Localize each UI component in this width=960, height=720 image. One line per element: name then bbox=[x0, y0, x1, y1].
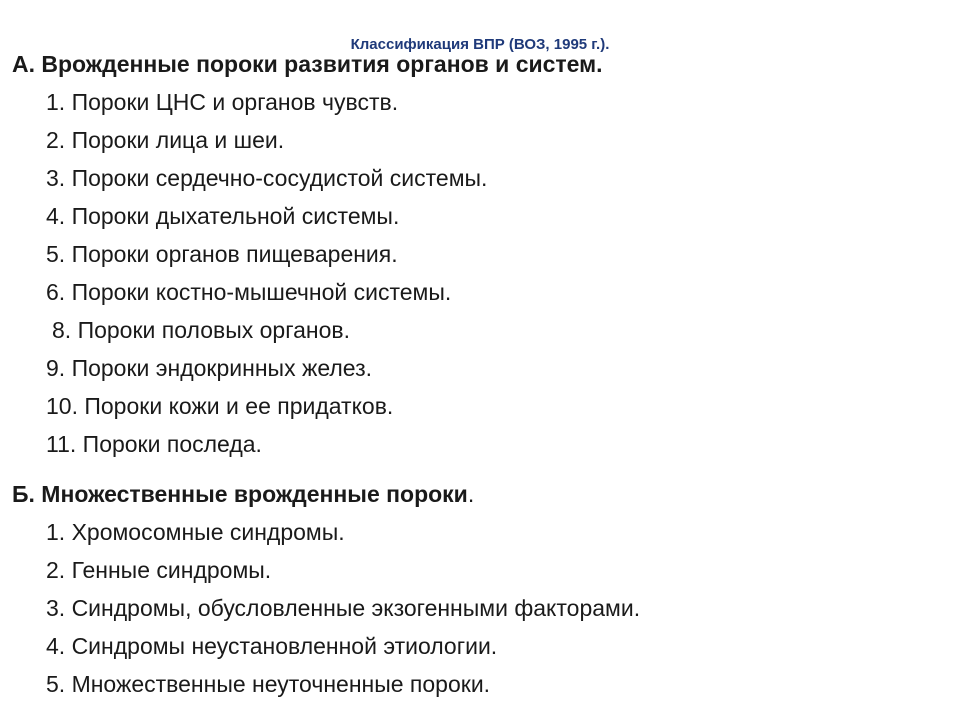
section-b bbox=[12, 475, 952, 703]
section-a bbox=[12, 45, 952, 463]
section-a-list bbox=[12, 83, 952, 463]
list-item: 9. Пороки эндокринных желез. bbox=[46, 355, 373, 381]
list-item: 1. Пороки ЦНС и органов чувств. bbox=[46, 89, 399, 115]
list-item: 2. Генные синдромы. bbox=[46, 557, 272, 583]
list-item: 11. Пороки последа. bbox=[46, 431, 262, 457]
list-item: 5. Множественные неуточненные пороки. bbox=[46, 671, 491, 697]
section-b-heading-text: Б. Множественные врожденные пороки bbox=[12, 481, 468, 507]
list-item: 8. Пороки половых органов. bbox=[52, 317, 350, 343]
list-item: 10. Пороки кожи и ее придатков. bbox=[46, 393, 394, 419]
section-a-heading-text: А. Врожденные пороки развития органов и систем. bbox=[12, 51, 603, 77]
list-item: 6. Пороки костно-мышечной системы. bbox=[46, 279, 452, 305]
section-b-list bbox=[12, 513, 952, 703]
section-b-heading bbox=[12, 475, 952, 513]
list-item: 4. Синдромы неустановленной этиологии. bbox=[46, 633, 498, 659]
list-item: 3. Пороки сердечно-сосудистой системы. bbox=[46, 165, 488, 191]
list-item: 3. Синдромы, обусловленные экзогенными факторами. bbox=[46, 595, 641, 621]
list-item: 2. Пороки лица и шеи. bbox=[46, 127, 285, 153]
list-item: 1. Хромосомные синдромы. bbox=[46, 519, 345, 545]
list-item: 5. Пороки органов пищеварения. bbox=[46, 241, 398, 267]
slide-title: Классификация ВПР (ВОЗ, 1995 г.). bbox=[350, 36, 610, 53]
section-b-heading-suffix: . bbox=[467, 481, 475, 507]
list-item: 4. Пороки дыхательной системы. bbox=[46, 203, 400, 229]
